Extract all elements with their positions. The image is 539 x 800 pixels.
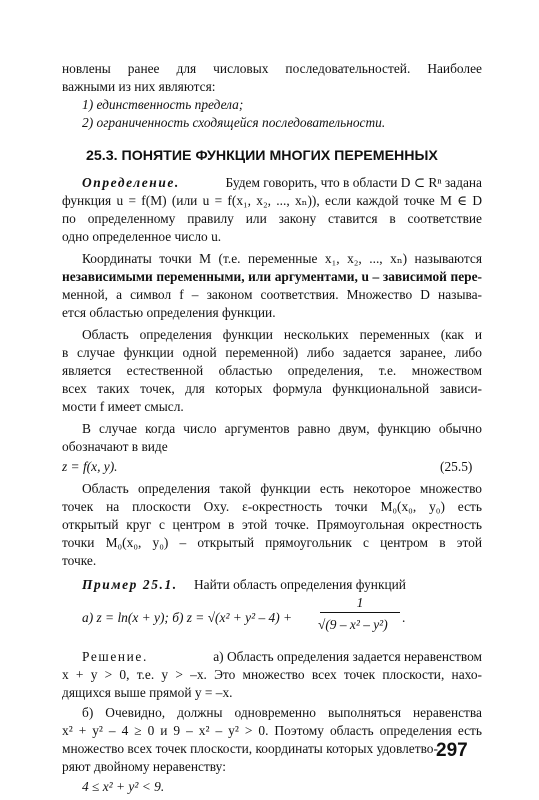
text-line: а) Область определения задается неравенством	[213, 649, 482, 664]
text-line: по определенному правилу или закону ставится в соответствие	[62, 211, 482, 226]
text-line: x + y > 0, т.е. y > –x. Это множество всех точек плоскости, нахо-	[62, 667, 482, 682]
text-line: .	[402, 610, 406, 625]
text-line: ется областью определения функции.	[62, 305, 276, 320]
text-line: Координаты точки M (т.е. переменные x₁, x₂, ..., xₙ) называются	[82, 251, 482, 266]
example-label	[82, 576, 178, 593]
text-line: дящихся выше прямой y = –x.	[62, 685, 233, 700]
text-line: Область определения функции нескольких переменных (как и	[82, 327, 482, 342]
text-line: мости f имеет смысл.	[62, 399, 184, 414]
solution-term: Решение.	[82, 649, 148, 664]
text-line: менной, а символ f – законом соответствия. Множество D называ-	[62, 287, 482, 302]
text-line: x² + y² – 4 ≥ 0 и 9 – x² – y² > 0. Поэтому область определения есть	[62, 723, 482, 738]
formula: 4 ≤ x² + y² < 9.	[82, 779, 165, 794]
page-number: 297	[436, 740, 468, 761]
solution-label	[82, 648, 148, 665]
example-term: Пример 25.1.	[82, 577, 178, 592]
text-line: Будем говорить, что в области D ⊂ Rⁿ задана	[225, 175, 482, 190]
text-line: обозначают в виде	[62, 439, 168, 454]
text-line: б) Очевидно, должны одновременно выполняться неравенства	[82, 705, 482, 720]
text-line: Область определения такой функции есть некоторое множество	[82, 481, 482, 496]
text-line: Найти область определения функций	[194, 577, 406, 592]
text-line: важными из них являются:	[62, 79, 216, 94]
list-item: 1) единственность предела;	[82, 97, 244, 112]
formula: z = f(x, y).	[62, 459, 118, 474]
equation-number: (25.5)	[440, 459, 473, 474]
text-line: является естественной областью определения, т.е. множеством	[62, 363, 482, 378]
definition-label	[82, 174, 180, 191]
text-line: точке.	[62, 553, 97, 568]
text-line: открытый круг с центром в этой точке. Прямоугольная окрестность	[62, 517, 482, 532]
text-line: одно определенное число u.	[62, 229, 222, 244]
fraction-bar	[320, 612, 400, 613]
text-line: ряют двойному неравенству:	[62, 759, 226, 774]
text-line: всех таких точек, для которых формула функциональной зависи-	[62, 381, 482, 396]
formula: а) z = ln(x + y); б) z = √(x² + y² – 4) +	[82, 610, 293, 625]
text-line: независимыми переменными, или аргументами, u – зависимой пере-	[62, 269, 482, 284]
fraction-denominator: √(9 – x² – y²)	[318, 617, 388, 632]
text-line: в случае функции одной переменной) либо задается заранее, либо	[62, 345, 482, 360]
section-heading: 25.3. ПОНЯТИЕ ФУНКЦИИ МНОГИХ ПЕРЕМЕННЫХ	[86, 148, 438, 164]
list-item: 2) ограниченность сходящейся последовательности.	[82, 115, 386, 130]
text-line: новлены ранее для числовых последовательностей. Наиболее	[62, 61, 482, 76]
definition-term: Определение.	[82, 175, 180, 190]
text-line: множество всех точек плоскости, координаты которых удовлетво-	[62, 741, 438, 756]
text-line: функция u = f(M) (или u = f(x₁, x₂, ..., xₙ)), если каждой точке M ∈ D	[62, 193, 482, 208]
text-line: точек на плоскости Oxy. ε-окрестность точки M₀(x₀, y₀) есть	[62, 499, 482, 514]
text-line: точки M₀(x₀, y₀) – открытый прямоугольник с центром в этой	[62, 535, 482, 550]
text-line: В случае когда число аргументов равно двум, функцию обычно	[82, 421, 482, 436]
fraction-numerator: 1	[356, 595, 364, 610]
